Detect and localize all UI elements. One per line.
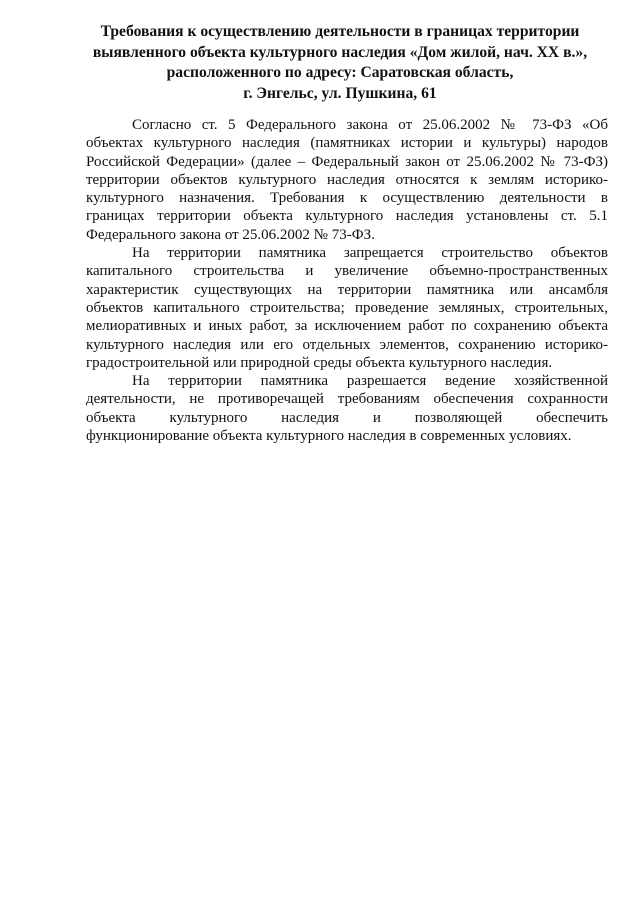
paragraph-1	[86, 116, 608, 244]
document-body	[86, 116, 608, 445]
paragraph-line: границах территории объекта культурного наследия установлены ст. 5.1	[86, 208, 608, 225]
paragraph-line: На территории памятника разрешается ведение хозяйственной	[132, 373, 608, 390]
paragraph-line: характеристик существующих на территории памятника или ансамбля	[86, 281, 608, 298]
title-line: расположенного по адресу: Саратовская область,	[166, 64, 514, 81]
paragraph-line: объектов капитального строительства; проведение земляных, строительных,	[86, 299, 608, 316]
paragraph-line: На территории памятника запрещается строительство объектов	[132, 245, 608, 262]
paragraph-line: объектах культурного наследия (памятниках истории и культуры) народов	[86, 135, 608, 152]
paragraph-3	[86, 372, 608, 445]
paragraph-line: территории объектов культурного наследия относятся к землям историко-	[86, 171, 608, 188]
paragraph-line: объекта культурного наследия и позволяющей обеспечить	[86, 409, 608, 426]
paragraph-line: капитального строительства и увеличение объемно-пространственных	[86, 263, 608, 280]
paragraph-line: мелиоративных и иных работ, за исключением работ по сохранению объекта	[86, 318, 608, 335]
paragraph-line: Российской Федерации» (далее – Федеральный закон от 25.06.2002 № 73-ФЗ)	[86, 153, 608, 170]
paragraph-line: культурного назначения. Требования к осуществлению деятельности в	[86, 190, 608, 207]
paragraph-line: деятельности, не противоречащей требованиям обеспечения сохранности	[86, 391, 608, 408]
paragraph-line: Федерального закона от 25.06.2002 № 73-ФЗ.	[86, 226, 375, 243]
paragraph-line: функционирование объекта культурного наследия в современных условиях.	[86, 428, 572, 445]
title-line: Требования к осуществлению деятельности в границах территории	[100, 23, 580, 40]
paragraph-2	[86, 244, 608, 372]
title-line: г. Энгельс, ул. Пушкина, 61	[243, 84, 437, 102]
title-line: выявленного объекта культурного наследия «Дом жилой, нач. XX в.»,	[92, 43, 588, 61]
document-title	[84, 22, 596, 104]
paragraph-line: культурного наследия или его отдельных элементов, сохранению историко-	[86, 336, 608, 353]
paragraph-line: градостроительной или природной среды объекта культурного наследия.	[86, 354, 553, 371]
paragraph-line: Согласно ст. 5 Федерального закона от 25.06.2002 № 73-ФЗ «Об	[132, 117, 608, 133]
